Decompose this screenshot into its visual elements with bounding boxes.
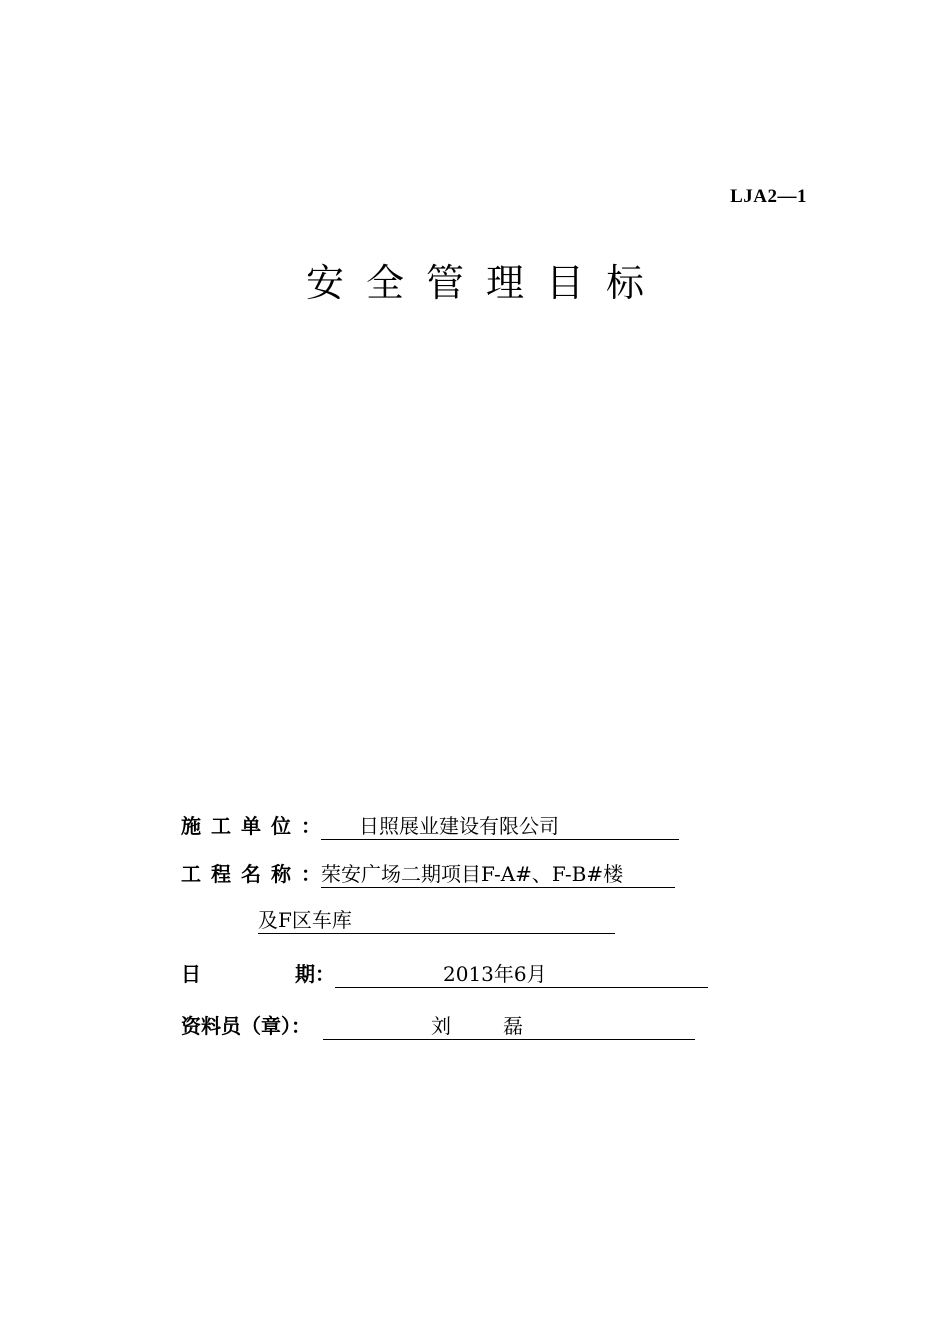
label-unit-text: 施工单位 [181,814,301,838]
field-label-unit [181,810,321,839]
field-value-clerk [323,1014,695,1040]
field-project-name-continued [258,908,615,938]
label-clerk-text: 资料员（章） [181,1014,291,1038]
field-value-date: 2013年6月 [335,962,708,988]
label-date-second: 期 [295,962,315,986]
field-label-date [181,958,335,987]
field-label-project [181,858,321,887]
clerk-name-second: 磊 [503,1014,523,1038]
label-date-colon: ： [315,962,335,986]
field-date [181,958,708,988]
label-unit-colon: ： [301,814,321,838]
field-value-unit: 日照展业建设有限公司 [321,814,679,840]
clerk-name-first: 刘 [431,1014,451,1038]
field-value-project-line1: 荣安广场二期项目F-A#、F-B#楼 [321,862,675,888]
label-clerk-colon: ： [291,1014,311,1038]
label-project-colon: ： [301,862,321,886]
label-date-first: 日 [181,962,201,986]
field-label-clerk [181,1010,311,1039]
field-value-project-line2: 及F区车库 [258,908,615,934]
document-code: LJA2—1 [730,186,807,207]
field-records-clerk [181,1010,695,1040]
label-date-second-wrap [295,958,335,987]
field-construction-unit [181,810,679,840]
document-title: 安全管理目标 [305,261,666,305]
label-project-text: 工程名称 [181,862,301,886]
field-project-name [181,858,675,888]
